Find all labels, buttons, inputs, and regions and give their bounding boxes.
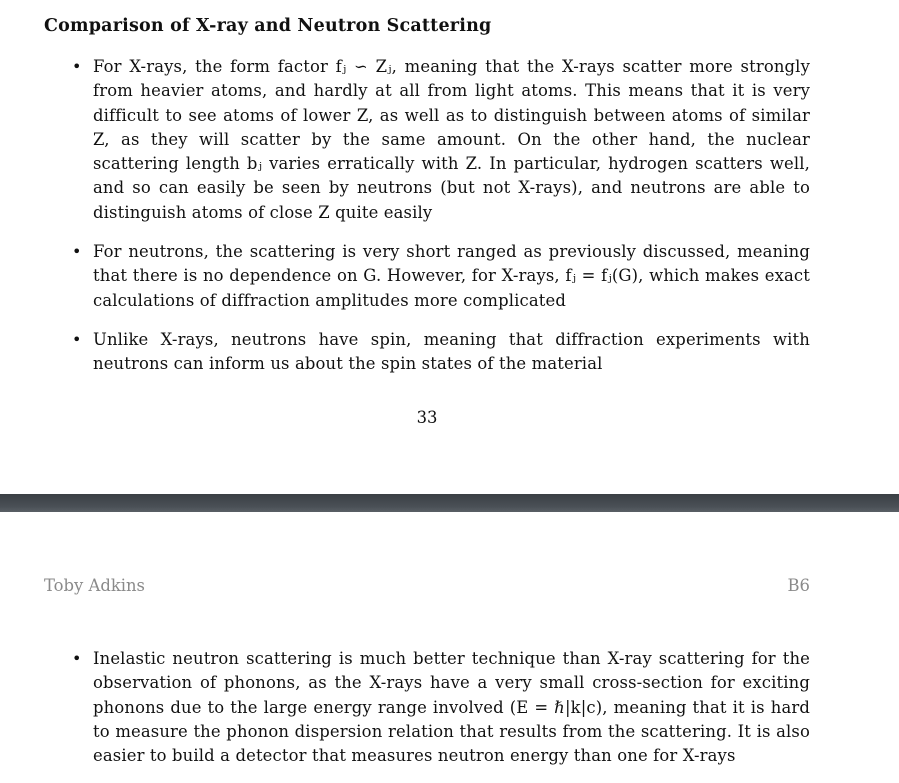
- bullet-list: [44, 55, 810, 392]
- running-header-author: Toby Adkins: [44, 576, 145, 595]
- page-separator: [0, 494, 899, 512]
- bullet-list: [44, 647, 810, 783]
- page-number: 33: [416, 408, 438, 427]
- bullet-item: • Inelastic neutron scattering is much better technique than X-ray scattering for the observation of phonons, as the X-rays have a very small cross-section for exciting phonons due to the large energy range involved (E = ℏ|k|c), meaning that it is hard to measure the phonon dispersion relation that results from the scattering. It is also easier to build a detector that measures neutron energy than one for X-rays: [44, 647, 810, 768]
- section-title: Comparison of X-ray and Neutron Scattering: [44, 16, 492, 36]
- bullet-item: • For X-rays, the form factor fⱼ ∽ Zⱼ, meaning that the X-rays scatter more strongly from heavier atoms, and hardly at all from light atoms. This means that it is very difficult to see atoms of lower Z, as well as to distinguish between atoms of similar Z, as they will scatter by the same amount. On the other hand, the nuclear scattering length bⱼ varies erratically with Z. In particular, hydrogen scatters well, and so can easily be seen by neutrons (but not X-rays), and neutrons are able to distinguish atoms of close Z quite easily: [44, 55, 810, 225]
- bullet-item: • Unlike X-rays, neutrons have spin, meaning that diffraction experiments with neutrons can inform us about the spin states of the material: [44, 328, 810, 377]
- bullet-item: • For neutrons, the scattering is very short ranged as previously discussed, meaning that there is no dependence on G. However, for X-rays, fⱼ = fⱼ(G), which makes exact calculations of diffraction amplitudes more complicated: [44, 240, 810, 313]
- running-header-course: B6: [787, 576, 810, 595]
